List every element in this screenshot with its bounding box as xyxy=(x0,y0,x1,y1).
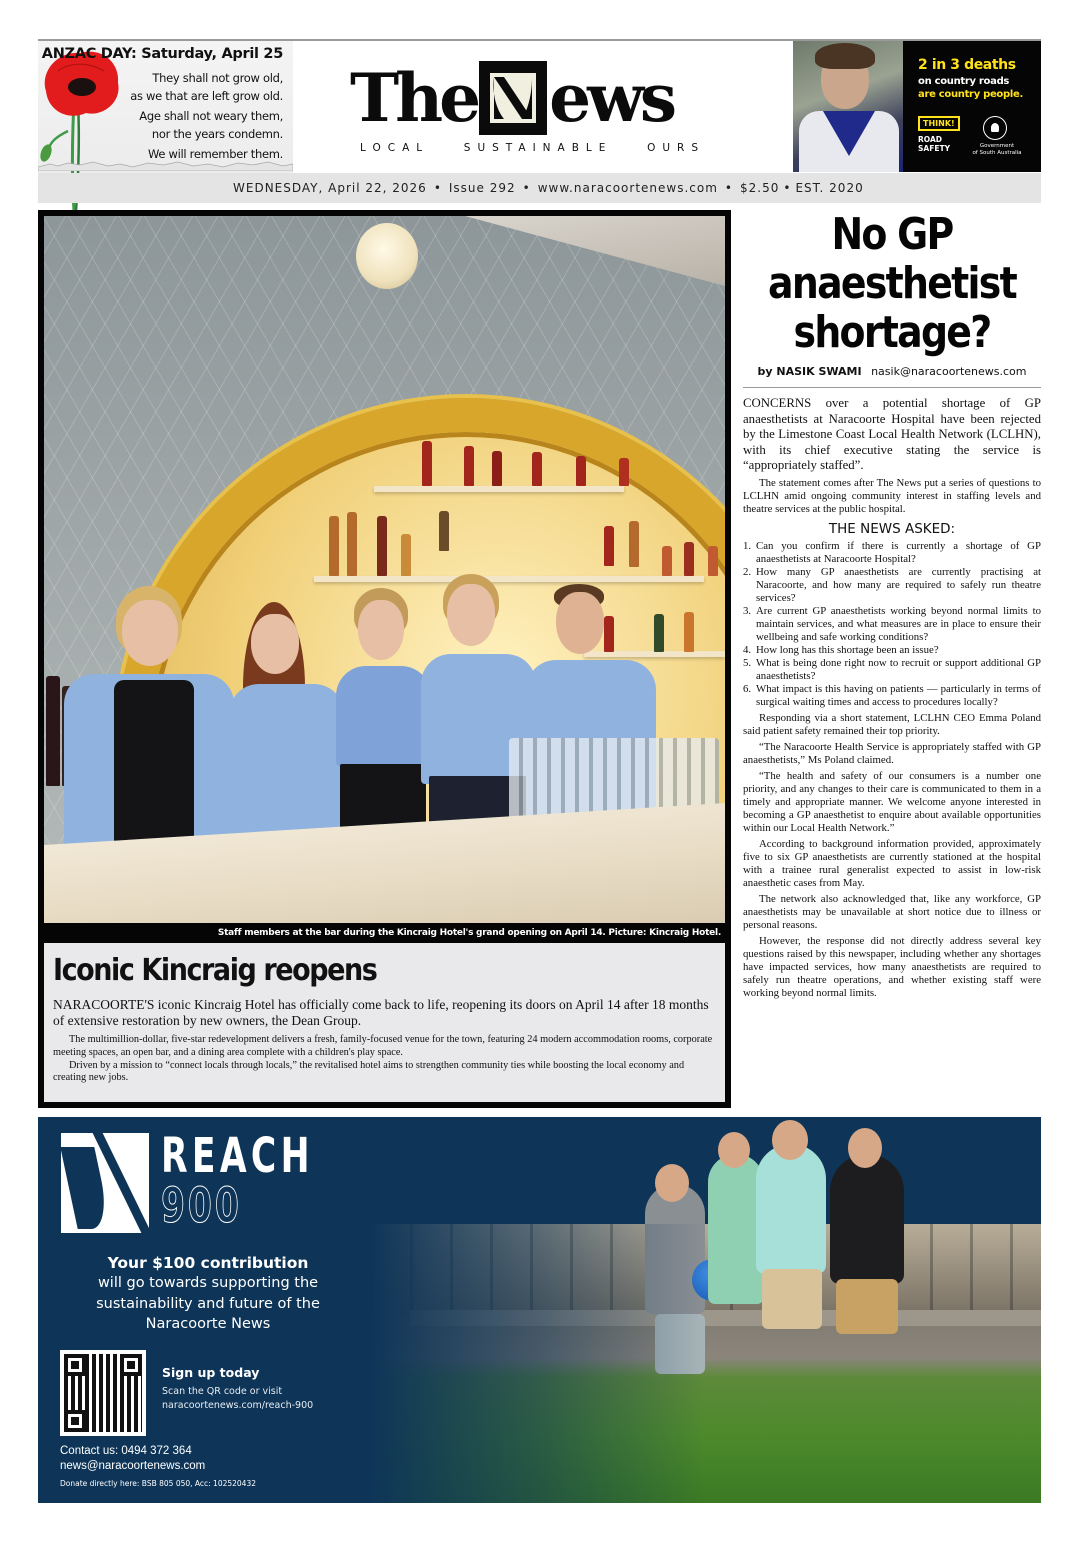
established-year: EST. 2020 xyxy=(795,181,864,195)
contact-email[interactable]: news@naracoortenews.com xyxy=(60,1459,206,1472)
grandfather-head xyxy=(772,1120,808,1160)
lead-photo[interactable] xyxy=(44,216,725,923)
question-item xyxy=(743,644,1041,657)
qr-finder xyxy=(64,1410,86,1432)
torn-paper-edge xyxy=(38,159,293,171)
issue-number: Issue 292 xyxy=(448,181,516,195)
tagline-word: OURS xyxy=(647,142,705,154)
ode-line: nor the years condemn. xyxy=(151,127,283,141)
tagline-word: LOCAL xyxy=(360,142,430,154)
qr-pattern xyxy=(64,1354,142,1432)
road-safety-ad[interactable] xyxy=(793,41,1041,172)
govt-line: of South Australia xyxy=(972,150,1022,156)
signup-instruction: Scan the QR code or visit xyxy=(162,1386,283,1397)
ode-of-remembrance xyxy=(130,69,283,163)
headline-line: anaesthetist xyxy=(768,258,1016,309)
separator: • xyxy=(433,181,442,195)
jersey-vee xyxy=(823,111,875,156)
donate-details: Donate directly here: BSB 805 050, Acc: 102520432 xyxy=(60,1479,256,1488)
question-text: Can you confirm if there is currently a shortage of GP anaesthetists at Naracoorte Hospital? xyxy=(756,539,1041,565)
ad-subline-accent: are country people. xyxy=(918,89,1023,100)
woman-head xyxy=(718,1132,750,1168)
bottle xyxy=(439,511,449,551)
reach-n-logo-icon xyxy=(61,1133,149,1233)
signup-block xyxy=(162,1365,313,1413)
contact-phone[interactable]: Contact us: 0494 372 364 xyxy=(60,1445,192,1457)
ode-line: Age shall not weary them, xyxy=(139,109,283,123)
logo-cut xyxy=(60,1147,111,1229)
bottle xyxy=(532,452,542,486)
road-safety-label xyxy=(918,135,950,153)
logo-ews: ews xyxy=(549,59,674,137)
signup-url[interactable]: naracoortenews.com/reach-900 xyxy=(162,1400,314,1411)
newspaper-logo[interactable] xyxy=(345,58,715,158)
bottle xyxy=(347,512,357,576)
lead-paragraph: Driven by a mission to “connect locals through locals,” the revitalised hotel aims to strengthen community ties while boosting the local economy and creating new jobs. xyxy=(53,1059,685,1084)
lead-headline[interactable]: Iconic Kincraig reopens xyxy=(53,953,377,988)
side-paragraph: “The Naracoorte Health Service is appropriately staffed with GP anaesthetists,” Ms Poland claimed. xyxy=(743,740,1041,766)
signup-title: Sign up today xyxy=(162,1365,260,1380)
road-label: ROAD xyxy=(918,135,942,144)
bottle xyxy=(464,446,474,486)
lead-story-text xyxy=(44,943,725,1102)
lead-story xyxy=(38,210,731,1108)
family-backyard-photo xyxy=(370,1224,1041,1503)
govt-line: Government xyxy=(979,143,1015,149)
headline-line: No GP xyxy=(831,209,953,260)
think-badge: THINK! xyxy=(918,116,960,131)
anzac-title: ANZAC DAY: Saturday, April 25 xyxy=(41,46,283,62)
questions-heading: THE NEWS ASKED: xyxy=(828,520,956,537)
ode-line: We will remember them. xyxy=(148,147,283,161)
bottle xyxy=(662,546,672,576)
contact-block xyxy=(60,1444,205,1473)
ad-photo-footballer xyxy=(793,41,903,172)
headline-line: shortage? xyxy=(793,307,991,358)
tagline-word: SUSTAINABLE xyxy=(463,142,613,154)
bar-shelf xyxy=(374,486,624,492)
side-paragraph: However, the response did not directly address several key questions raised by this newspaper, including whether any shortages have impacted services, how many anaesthetists are required to safely run theatre operations, and whether existing staff were working beyond normal limits. xyxy=(743,934,1041,999)
staff-member xyxy=(229,606,344,856)
n-glyph-icon xyxy=(490,73,536,123)
questions-list xyxy=(743,540,1041,709)
reach-wordmark: REACH xyxy=(161,1128,314,1184)
logo-n-box xyxy=(479,61,547,135)
bottle xyxy=(422,441,432,486)
logo-the: The xyxy=(350,59,478,137)
side-paragraph: According to background information provided, approximately five to six GP anaesthetists are currently stationed at the hospital with a trainee rural generalist expected to assist in low-risk anaesthetic cases from May. xyxy=(743,837,1041,889)
ode-line: as we that are left grow old. xyxy=(130,89,283,103)
question-text: What is being done right now to recruit or support additional GP anaesthetists? xyxy=(756,656,1041,682)
pendant-lamp xyxy=(356,223,418,289)
side-story xyxy=(743,210,1041,1000)
anzac-day-panel xyxy=(38,41,293,173)
price: $2.50 xyxy=(740,181,780,195)
website-link[interactable]: www.naracoortenews.com xyxy=(537,181,718,195)
divider xyxy=(743,387,1041,388)
staff-member xyxy=(336,594,431,854)
side-paragraph: The network also acknowledged that, like any workforce, GP anaesthetists may be unavailable at short notice due to illness or personal reasons. xyxy=(743,892,1041,931)
qr-finder xyxy=(64,1354,86,1376)
question-item xyxy=(743,566,1041,605)
reach-900-ad[interactable] xyxy=(38,1117,1041,1503)
question-number: 2. xyxy=(743,565,752,578)
date-bar xyxy=(38,173,1041,203)
ad-headline: 2 in 3 deaths xyxy=(918,57,1016,73)
author-name: by NASIK SWAMI xyxy=(757,365,862,378)
lead-body xyxy=(53,1034,716,1085)
sa-government-crest-icon xyxy=(983,116,1007,140)
signup-desc xyxy=(162,1385,313,1413)
government-label xyxy=(969,143,1025,157)
bottle xyxy=(46,676,60,786)
side-paragraph: Responding via a short statement, LCLHN CEO Emma Poland said patient safety remained their top priority. xyxy=(743,711,1041,737)
safety-label: SAFETY xyxy=(918,144,950,153)
side-body xyxy=(743,477,1041,516)
question-text: How long has this shortage been an issue? xyxy=(756,643,939,656)
bottle xyxy=(684,612,694,652)
bottle xyxy=(629,521,639,567)
side-intro: CONCERNS over a potential shortage of GP anaesthetists at Naracoorte Hospital have been rejected by the Limestone Coast Local Health Network (LCLHN), with its chief executive stating the service is “appropriately staffed”. xyxy=(743,396,1041,473)
question-item xyxy=(743,605,1041,644)
lead-intro: NARACOORTE'S iconic Kincraig Hotel has officially come back to life, reopening its doors on April 14 after 18 months of extensive restoration by new owners, the Dean Group. xyxy=(53,997,709,1028)
separator: • xyxy=(724,181,733,195)
side-paragraph: “The health and safety of our consumers is a number one priority, and any changes to their care is communicated to them in a timely and appropriate manner. We welcome anyone interested in becoming a GP anaesthetist to enquire about available opportunities within our Local Health Network.” xyxy=(743,769,1041,834)
reach-number: 900 xyxy=(161,1178,242,1234)
bottle xyxy=(377,516,387,576)
bottle xyxy=(684,542,694,576)
bottle xyxy=(576,456,586,486)
bottle xyxy=(401,534,411,576)
author-email[interactable]: nasik@naracoortenews.com xyxy=(871,365,1027,378)
hair xyxy=(815,43,875,69)
staff-member xyxy=(64,594,234,854)
question-number: 4. xyxy=(743,643,752,656)
question-text: Are current GP anaesthetists working beyond normal limits to maintain services, and what measures are in place to ensure their wellbeing and safe working conditions? xyxy=(756,604,1041,643)
logo-wordmark xyxy=(350,58,673,138)
contribution-headline: Your $100 contribution xyxy=(107,1254,309,1272)
photo-caption: Staff members at the bar during the Kincraig Hotel's grand opening on April 14. Picture: Kincraig Hotel. xyxy=(217,928,721,938)
ode-line: They shall not grow old, xyxy=(152,71,283,85)
ad-subline: on country roads xyxy=(918,76,1010,87)
question-text: How many GP anaesthetists are currently practising at Naracoorte, and how many are required to safely run theatre services? xyxy=(756,565,1041,604)
bottle xyxy=(619,458,629,486)
side-body-continued xyxy=(743,712,1041,1000)
lead-paragraph: The multimillion-dollar, five-star redevelopment delivers a fresh, family-focused venue for the town, featuring 24 modern accommodation rooms, corporate meeting spaces, an open bar, and a dining area complete with a children's play space. xyxy=(53,1034,713,1058)
question-number: 6. xyxy=(743,682,752,695)
question-item xyxy=(743,657,1041,683)
question-number: 5. xyxy=(743,656,752,669)
question-item xyxy=(743,683,1041,709)
bottle xyxy=(604,526,614,566)
question-number: 1. xyxy=(743,539,752,552)
contribution-message xyxy=(58,1253,358,1335)
contribution-line: Naracoorte News xyxy=(145,1316,271,1332)
separator: • xyxy=(522,181,531,195)
separator: • xyxy=(783,181,792,195)
contribution-line: sustainability and future of the xyxy=(96,1295,320,1312)
question-number: 3. xyxy=(743,604,752,617)
side-headline[interactable] xyxy=(764,210,1020,357)
bottle xyxy=(329,516,339,576)
boy-head xyxy=(655,1164,689,1202)
tagline xyxy=(360,142,705,154)
question-text: What impact is this having on patients — particularly in terms of surgical waiting times and access to procedures locally? xyxy=(756,682,1041,708)
question-item xyxy=(743,540,1041,566)
qr-code-icon[interactable] xyxy=(60,1350,146,1436)
man-head xyxy=(848,1128,882,1168)
bottle xyxy=(492,451,502,486)
bottle xyxy=(708,546,718,576)
contribution-line: will go towards supporting the xyxy=(97,1275,319,1291)
qr-finder xyxy=(120,1354,142,1376)
byline xyxy=(743,365,1041,378)
photo-fade xyxy=(370,1224,1041,1503)
side-paragraph: The statement comes after The News put a series of questions to LCLHN amid ongoing community interest in staffing levels and theatre services at the public hospital. xyxy=(743,476,1041,515)
issue-date: WEDNESDAY, April 22, 2026 xyxy=(233,181,427,195)
